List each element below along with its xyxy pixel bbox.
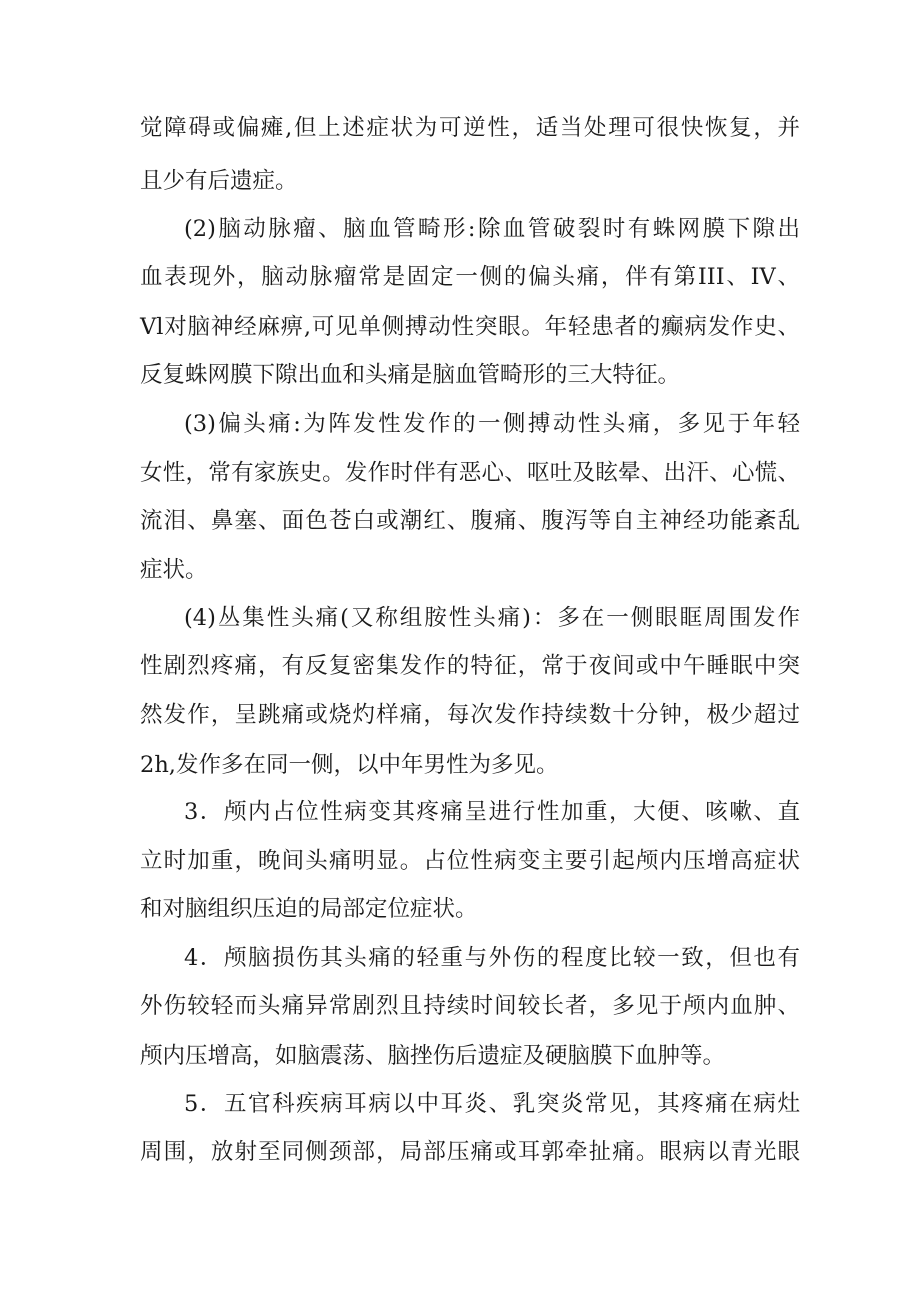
text-line: 和对脑组织压迫的局部定位症状。 [140,896,478,922]
text-line: 血表现外，脑动脉瘤常是固定一侧的偏头痛，伴有第III、IV、 [140,264,800,290]
text-line: 周围，放射至同侧颈部，局部压痛或耳郭牵扯痛。眼病以青光眼 [140,1139,800,1165]
text-line: Vl对脑神经麻痹,可见单侧搏动性突眼。年轻患者的癫病发作史、 [140,314,800,340]
text-line: (4)丛集性头痛(又称组胺性头痛)：多在一侧眼眶周围发作 [184,605,800,631]
text-line: 女性，常有家族史。发作时伴有恶心、呕吐及眩晕、出汗、心慌、 [140,460,800,486]
text-line: (2)脑动脉瘤、脑血管畸形:除血管破裂时有蛛网膜下隙出 [184,216,800,242]
text-line: 2h,发作多在同一侧，以中年男性为多见。 [140,752,559,778]
text-line: 觉障碍或偏瘫,但上述症状为可逆性，适当处理可很快恢复，并 [140,115,800,141]
text-line: 性剧烈疼痛，有反复密集发作的特征，常于夜间或中午睡眠中突 [140,653,800,679]
text-line: 反复蛛网膜下隙出血和头痛是脑血管畸形的三大特征。 [140,362,681,388]
text-line: 立时加重，晚间头痛明显。占位性病变主要引起颅内压增高症状 [140,848,800,874]
text-line: 3．颅内占位性病变其疼痛呈进行性加重，大便、咳嗽、直 [184,799,800,825]
text-line: 流泪、鼻塞、面色苍白或潮红、腹痛、腹泻等自主神经功能紊乱 [140,508,800,534]
text-line: 症状。 [140,557,208,583]
text-line: 且少有后遗症。 [140,168,298,194]
text-line: 然发作，呈跳痛或烧灼样痛，每次发作持续数十分钟，极少超过 [140,702,800,728]
text-line: (3)偏头痛:为阵发性发作的一侧搏动性头痛，多见于年轻 [184,411,800,437]
text-line: 外伤较轻而头痛异常剧烈且持续时间较长者，多见于颅内血肿、 [140,993,800,1019]
text-line: 颅内压增高，如脑震荡、脑挫伤后遗症及硬脑膜下血肿等。 [140,1043,726,1069]
text-line: 5．五官科疾病耳病以中耳炎、乳突炎常见，其疼痛在病灶 [184,1091,800,1117]
text-line: 4．颅脑损伤其头痛的轻重与外伤的程度比较一致，但也有 [184,945,800,971]
